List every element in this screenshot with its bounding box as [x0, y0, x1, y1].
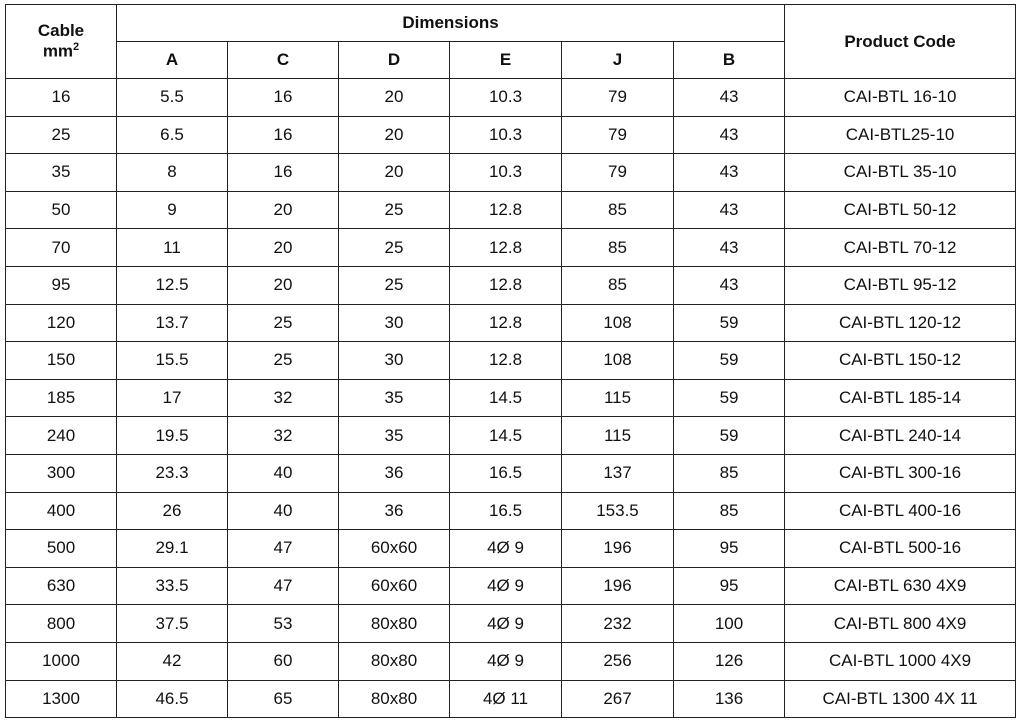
table-row: [6, 642, 1016, 680]
product-code-cell: CAI-BTL 50-12: [785, 191, 1016, 229]
table-row: [6, 304, 1016, 342]
dim-d-cell: 20: [339, 154, 450, 192]
dimension-header-j: J: [562, 42, 674, 79]
dim-j-cell: 108: [562, 304, 674, 342]
dim-j-cell: 79: [562, 154, 674, 192]
dim-e-cell: 10.3: [450, 79, 562, 117]
dim-b-cell: 43: [674, 116, 785, 154]
dim-b-cell: 126: [674, 642, 785, 680]
cable-size-cell: 35: [6, 154, 117, 192]
dim-j-cell: 85: [562, 191, 674, 229]
dim-c-cell: 40: [228, 454, 339, 492]
dim-j-cell: 232: [562, 605, 674, 643]
dim-c-cell: 47: [228, 530, 339, 568]
dim-c-cell: 32: [228, 379, 339, 417]
product-code-cell: CAI-BTL 240-14: [785, 417, 1016, 455]
dim-b-cell: 95: [674, 567, 785, 605]
dim-d-cell: 36: [339, 492, 450, 530]
dim-a-cell: 23.3: [117, 454, 228, 492]
cable-size-cell: 800: [6, 605, 117, 643]
dim-e-cell: 12.8: [450, 266, 562, 304]
cable-size-cell: 185: [6, 379, 117, 417]
dimension-header-a: A: [117, 42, 228, 79]
product-code-cell: CAI-BTL 35-10: [785, 154, 1016, 192]
dim-d-cell: 80x80: [339, 680, 450, 718]
dim-a-cell: 19.5: [117, 417, 228, 455]
product-code-cell: CAI-BTL 120-12: [785, 304, 1016, 342]
dim-c-cell: 16: [228, 116, 339, 154]
product-code-header: Product Code: [785, 5, 1016, 79]
dim-e-cell: 14.5: [450, 417, 562, 455]
dim-c-cell: 40: [228, 492, 339, 530]
dim-c-cell: 20: [228, 191, 339, 229]
dim-e-cell: 10.3: [450, 154, 562, 192]
dim-e-cell: 14.5: [450, 379, 562, 417]
cable-size-cell: 1300: [6, 680, 117, 718]
dim-j-cell: 196: [562, 567, 674, 605]
dim-c-cell: 53: [228, 605, 339, 643]
product-code-cell: CAI-BTL 500-16: [785, 530, 1016, 568]
dim-d-cell: 30: [339, 342, 450, 380]
dim-b-cell: 43: [674, 266, 785, 304]
cable-size-cell: 500: [6, 530, 117, 568]
dim-a-cell: 8: [117, 154, 228, 192]
product-code-cell: CAI-BTL 300-16: [785, 454, 1016, 492]
dim-a-cell: 5.5: [117, 79, 228, 117]
dim-d-cell: 80x80: [339, 642, 450, 680]
dim-a-cell: 15.5: [117, 342, 228, 380]
cable-size-cell: 630: [6, 567, 117, 605]
dim-c-cell: 65: [228, 680, 339, 718]
cable-size-cell: 95: [6, 266, 117, 304]
cable-size-cell: 240: [6, 417, 117, 455]
dim-c-cell: 16: [228, 154, 339, 192]
dimension-header-d: D: [339, 42, 450, 79]
dim-c-cell: 32: [228, 417, 339, 455]
dim-d-cell: 60x60: [339, 567, 450, 605]
dim-e-cell: 12.8: [450, 342, 562, 380]
dimension-header-b: B: [674, 42, 785, 79]
table-row: [6, 79, 1016, 117]
product-code-cell: CAI-BTL 630 4X9: [785, 567, 1016, 605]
dim-j-cell: 79: [562, 79, 674, 117]
cable-unit-superscript: 2: [73, 41, 80, 54]
product-code-cell: CAI-BTL 150-12: [785, 342, 1016, 380]
cable-size-cell: 120: [6, 304, 117, 342]
dimension-header-e: E: [450, 42, 562, 79]
dim-b-cell: 136: [674, 680, 785, 718]
cable-size-cell: 16: [6, 79, 117, 117]
product-code-cell: CAI-BTL 1000 4X9: [785, 642, 1016, 680]
dim-a-cell: 46.5: [117, 680, 228, 718]
product-code-cell: CAI-BTL 95-12: [785, 266, 1016, 304]
dim-b-cell: 100: [674, 605, 785, 643]
dim-a-cell: 17: [117, 379, 228, 417]
product-code-cell: CAI-BTL 800 4X9: [785, 605, 1016, 643]
dim-b-cell: 43: [674, 191, 785, 229]
dim-d-cell: 20: [339, 116, 450, 154]
table-row: [6, 530, 1016, 568]
dim-a-cell: 11: [117, 229, 228, 267]
dim-b-cell: 43: [674, 229, 785, 267]
dim-e-cell: 12.8: [450, 304, 562, 342]
dim-d-cell: 80x80: [339, 605, 450, 643]
product-code-cell: CAI-BTL 400-16: [785, 492, 1016, 530]
dim-d-cell: 60x60: [339, 530, 450, 568]
dim-e-cell: 4Ø 9: [450, 605, 562, 643]
dim-j-cell: 256: [562, 642, 674, 680]
table-row: [6, 342, 1016, 380]
dim-d-cell: 35: [339, 417, 450, 455]
cable-size-cell: 300: [6, 454, 117, 492]
cable-size-cell: 1000: [6, 642, 117, 680]
dim-b-cell: 59: [674, 342, 785, 380]
dim-j-cell: 115: [562, 417, 674, 455]
cable-size-cell: 400: [6, 492, 117, 530]
product-code-cell: CAI-BTL 70-12: [785, 229, 1016, 267]
dim-d-cell: 25: [339, 229, 450, 267]
dim-b-cell: 95: [674, 530, 785, 568]
table-row: [6, 116, 1016, 154]
cable-unit: mm: [42, 41, 74, 61]
dim-e-cell: 10.3: [450, 116, 562, 154]
dim-e-cell: 4Ø 9: [450, 567, 562, 605]
product-code-cell: CAI-BTL 185-14: [785, 379, 1016, 417]
product-code-cell: CAI-BTL25-10: [785, 116, 1016, 154]
dim-c-cell: 16: [228, 79, 339, 117]
table-row: [6, 417, 1016, 455]
dim-c-cell: 25: [228, 304, 339, 342]
table-row: [6, 266, 1016, 304]
table-row: [6, 191, 1016, 229]
dim-e-cell: 4Ø 9: [450, 530, 562, 568]
cable-size-cell: 150: [6, 342, 117, 380]
dim-b-cell: 85: [674, 454, 785, 492]
dim-a-cell: 26: [117, 492, 228, 530]
product-code-cell: CAI-BTL 16-10: [785, 79, 1016, 117]
dim-e-cell: 4Ø 9: [450, 642, 562, 680]
table-row: [6, 492, 1016, 530]
dim-e-cell: 16.5: [450, 454, 562, 492]
cable-size-cell: 50: [6, 191, 117, 229]
dim-a-cell: 42: [117, 642, 228, 680]
dim-a-cell: 33.5: [117, 567, 228, 605]
dim-d-cell: 25: [339, 191, 450, 229]
dim-j-cell: 85: [562, 266, 674, 304]
dim-c-cell: 47: [228, 567, 339, 605]
cable-lug-dimensions-table: [5, 4, 1016, 718]
dim-j-cell: 79: [562, 116, 674, 154]
dim-c-cell: 20: [228, 229, 339, 267]
dim-c-cell: 20: [228, 266, 339, 304]
cable-label: Cable: [37, 21, 85, 41]
table-row: [6, 229, 1016, 267]
dim-e-cell: 16.5: [450, 492, 562, 530]
dim-j-cell: 108: [562, 342, 674, 380]
table-row: [6, 680, 1016, 718]
cable-size-header: [6, 5, 117, 79]
dim-d-cell: 25: [339, 266, 450, 304]
table-row: [6, 154, 1016, 192]
dim-c-cell: 25: [228, 342, 339, 380]
dim-a-cell: 9: [117, 191, 228, 229]
dim-a-cell: 37.5: [117, 605, 228, 643]
dimensions-header: Dimensions: [117, 5, 785, 42]
dim-e-cell: 12.8: [450, 191, 562, 229]
dim-a-cell: 13.7: [117, 304, 228, 342]
dim-d-cell: 20: [339, 79, 450, 117]
table-row: [6, 379, 1016, 417]
table-row: [6, 454, 1016, 492]
cable-size-cell: 25: [6, 116, 117, 154]
dim-j-cell: 267: [562, 680, 674, 718]
dim-j-cell: 115: [562, 379, 674, 417]
cable-size-cell: 70: [6, 229, 117, 267]
dim-d-cell: 36: [339, 454, 450, 492]
dim-b-cell: 59: [674, 379, 785, 417]
dim-e-cell: 4Ø 11: [450, 680, 562, 718]
dim-b-cell: 43: [674, 79, 785, 117]
dim-e-cell: 12.8: [450, 229, 562, 267]
dim-c-cell: 60: [228, 642, 339, 680]
dim-b-cell: 59: [674, 417, 785, 455]
dim-a-cell: 29.1: [117, 530, 228, 568]
dim-j-cell: 137: [562, 454, 674, 492]
dim-a-cell: 12.5: [117, 266, 228, 304]
dimension-header-c: C: [228, 42, 339, 79]
dim-b-cell: 85: [674, 492, 785, 530]
dim-d-cell: 30: [339, 304, 450, 342]
dim-b-cell: 59: [674, 304, 785, 342]
dim-b-cell: 43: [674, 154, 785, 192]
dim-a-cell: 6.5: [117, 116, 228, 154]
dim-d-cell: 35: [339, 379, 450, 417]
table-row: [6, 567, 1016, 605]
dim-j-cell: 196: [562, 530, 674, 568]
table-row: [6, 605, 1016, 643]
product-code-cell: CAI-BTL 1300 4X 11: [785, 680, 1016, 718]
dim-j-cell: 85: [562, 229, 674, 267]
dim-j-cell: 153.5: [562, 492, 674, 530]
